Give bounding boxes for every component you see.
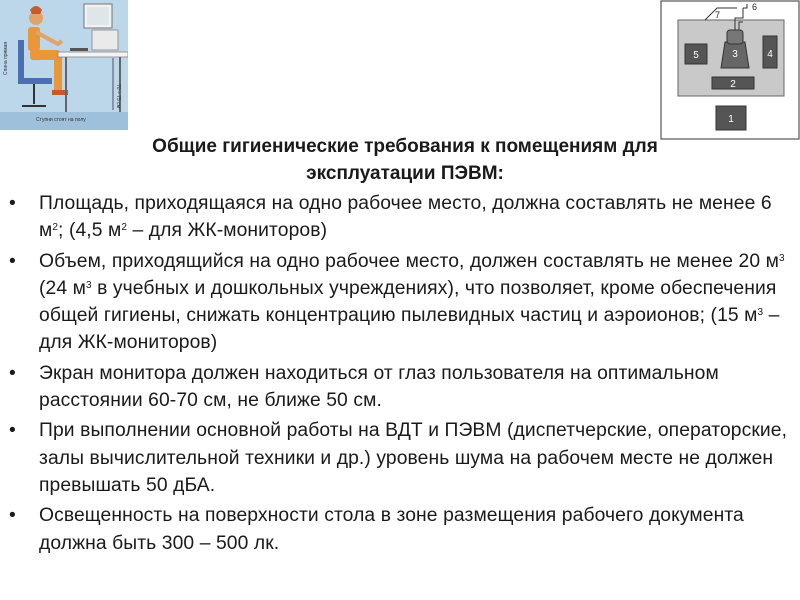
- title-line-2: эксплуатации ПЭВМ:: [306, 163, 504, 184]
- item-text: в учебных и дошкольных учреждениях), что позволяет, кроме обеспечения общей гигиены, снижать концентрацию пылевидных частиц и аэроионов; (15 м: [39, 277, 777, 327]
- superscript: 3: [85, 279, 92, 291]
- superscript: 3: [778, 252, 785, 264]
- diagram-number-6: 6: [752, 2, 758, 12]
- superscript: 2: [121, 222, 128, 234]
- list-item: [0, 360, 790, 415]
- layout-scheme-icon: [660, 0, 800, 140]
- item-text: – для ЖК-мониторов): [127, 220, 328, 242]
- title-line-1: Общие гигиенические требования к помещениям для: [152, 136, 658, 157]
- bullet-icon: •: [9, 193, 16, 214]
- item-text: Экран монитора должен находиться от глаз пользователя на оптимальном расстоянии 60-70 см, не ближе 50 см.: [39, 362, 719, 412]
- item-text: Объем, приходящийся на одно рабочее место, должен составлять не менее 20 м: [39, 250, 779, 272]
- item-text: ; (4,5 м: [58, 220, 122, 242]
- list-item: [0, 190, 790, 245]
- diagram-number-3: 3: [732, 49, 738, 60]
- diagram-number-4: 4: [767, 49, 773, 60]
- bullet-icon: •: [9, 420, 16, 442]
- list-item: [0, 248, 790, 357]
- superscript: 3: [757, 307, 764, 319]
- item-text: (24 м: [39, 277, 86, 299]
- page-title: [100, 133, 710, 187]
- bullet-icon: •: [9, 505, 16, 527]
- item-text: Площадь, приходящаяся на одно рабочее место, должна составлять не менее 6 м: [39, 193, 772, 242]
- diagram-number-2: 2: [730, 79, 736, 90]
- superscript: 2: [52, 222, 59, 234]
- diagram-number-7: 7: [715, 10, 721, 20]
- requirements-list: [0, 190, 790, 560]
- item-text: – для ЖК-мониторов): [39, 305, 780, 354]
- workplace-posture-illustration: [0, 0, 128, 130]
- bullet-icon: •: [9, 250, 16, 272]
- feet-label: Ступни стоят на полу: [36, 117, 86, 123]
- list-item: [0, 417, 790, 499]
- diagram-number-5: 5: [693, 50, 699, 61]
- back-label: Спина прямая: [3, 41, 9, 75]
- item-text: При выполнении основной работы на ВДТ и ПЭВМ (диспетчерские, операторские, залы вычислительной техники и др.) уровень шума на рабочем месте не должен превышать 50 дБА.: [39, 420, 788, 496]
- posture-figure-icon: [0, 0, 128, 130]
- list-item: [0, 502, 790, 557]
- diagram-number-1: 1: [728, 114, 734, 125]
- item-text: Освещенность на поверхности стола в зоне размещения рабочего документа должна быть 300 – 500 лк.: [39, 505, 744, 554]
- workstation-scheme-diagram: [660, 0, 800, 140]
- height-label: 70 – 75 см: [115, 84, 121, 109]
- bullet-icon: •: [9, 362, 16, 384]
